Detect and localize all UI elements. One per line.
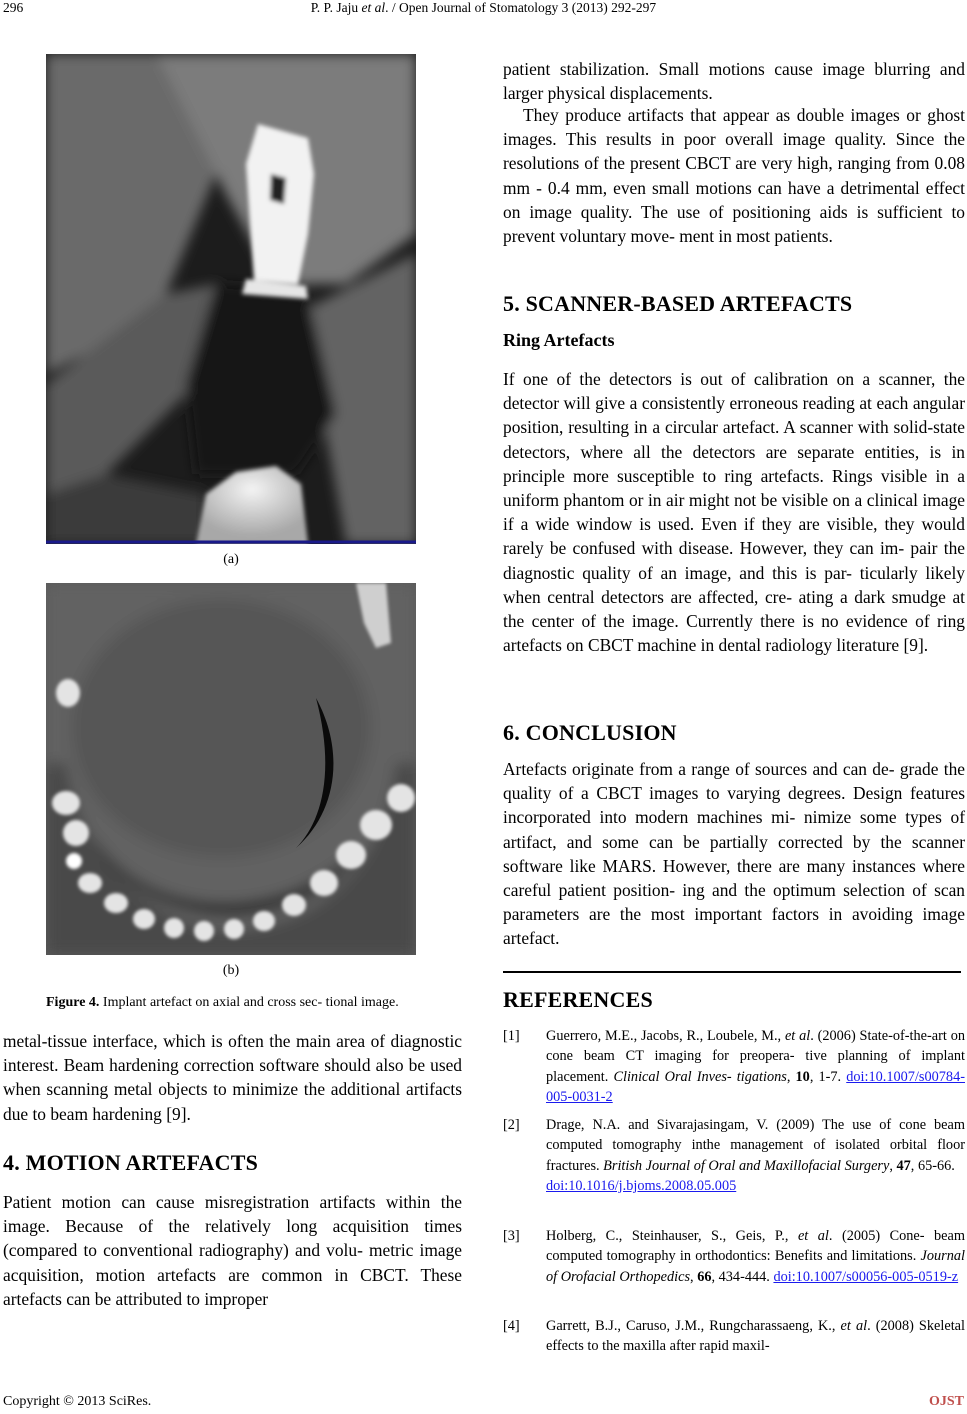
figure-4b-cbct-image bbox=[46, 583, 416, 955]
right-paragraph-3: If one of the detectors is out of calibration on a scanner, the detector will give a consistently erroneous reading at each angular position, resulting in a circular artefact. A scanner with solid-state detectors, where all the detectors are separate entities, is in principle more susceptible to ring artefacts. Rings visible in a uniform phantom or in air might not be visible on a clinical image if a wide window is used. Even if they are visible, they would rarely be confused with disease. However, they can im- pair the diagnostic quality of an image, and this is par- ticularly likely when central detectors are affected, cre- ating a dark smudge at the center of the image. Currently there is no evidence of ring artefacts on CBCT machine in dental radiology literature [9]. bbox=[503, 369, 965, 656]
reference-item: [3] Holberg, C., Steinhauser, S., Geis, P., et al. (2005) Cone- beam computed tomography in orthodontics: Benefits and limitations. Journal of Orofacial Orthopedics, 66, 434-444. doi:10.1007/s00056-005-0519-z bbox=[503, 1228, 965, 1285]
figure-4a-cbct-image bbox=[46, 54, 416, 544]
running-title: P. P. Jaju et al. / Open Journal of Stomatology 3 (2013) 292-297 bbox=[310, 0, 657, 15]
left-paragraph-1: metal-tissue interface, which is often the main area of diagnostic interest. Beam hardening correction software should also be used when scanning metal objects to minimize the additional artifacts due to beam hardening [9]. bbox=[3, 1031, 462, 1124]
figure-4a-svg bbox=[46, 54, 416, 544]
doi-link[interactable]: doi:10.1016/j.bjoms.2008.05.005 bbox=[546, 1177, 737, 1194]
figure-label-b: (b) bbox=[222, 963, 240, 978]
references-divider bbox=[503, 971, 961, 973]
section-6-heading: 6. CONCLUSION bbox=[503, 720, 677, 745]
right-paragraph-1: patient stabilization. Small motions cause image blurring and larger physical displacements. bbox=[503, 59, 965, 104]
footer-copyright: Copyright © 2013 SciRes. bbox=[3, 1394, 152, 1409]
section-4-heading: 4. MOTION ARTEFACTS bbox=[3, 1150, 259, 1175]
ring-artefacts-heading: Ring Artefacts bbox=[503, 330, 615, 350]
section-5-heading: 5. SCANNER-BASED ARTEFACTS bbox=[503, 291, 853, 316]
figure-4b-svg bbox=[46, 583, 416, 955]
right-paragraph-4: Artefacts originate from a range of sources and can de- grade the quality of a CBCT images to varying degrees. Design features incorporated into modern machines mi- nimize some types of artifact, and some can be partially corrected by the scanner software like MARS. However, there are many instances where careful patient position- ing and the optimum selection of scan parameters are the most important factors in avoiding image artefact. bbox=[503, 759, 965, 949]
reference-item: [4] Garrett, B.J., Caruso, J.M., Rungcharassaeng, K., et al. (2008) Skeletal effects to the maxilla after rapid maxil- bbox=[503, 1318, 965, 1355]
doi-link[interactable]: doi:10.1007/s00056-005-0519-z bbox=[773, 1268, 959, 1285]
page-number: 296 bbox=[3, 0, 24, 15]
references-heading: REFERENCES bbox=[503, 987, 653, 1012]
reference-item: [1] Guerrero, M.E., Jacobs, R., Loubele, M., et al. (2006) State-of-the-art on cone beam CT imaging for preopera- tive planning of implant placement. Clinical Oral Inves- tigations, 10, 1-7. doi:10.1007/s00784-005-0031-2 bbox=[503, 1028, 965, 1105]
footer-journal-abbr: OJST bbox=[928, 1394, 964, 1409]
figure-label-a: (a) bbox=[223, 552, 239, 567]
reference-item: [2] Drage, N.A. and Sivarajasingam, V. (2009) The use of cone beam computed tomography inthe management of isolated orbital floor fractures. British Journal of Oral and Maxillofacial Surgery, 47, 65-66. doi:10.1016/j.bjoms.2008.05.005 bbox=[503, 1117, 965, 1194]
figure-caption: Figure 4. Implant artefact on axial and cross sec- tional image. bbox=[46, 995, 399, 1010]
left-paragraph-2: Patient motion can cause misregistration artifacts within the image. Because of the relatively long acquisition times (compared to conventional radiography) and volu- metric image acquisition, motion artefacts are common in CBCT. These artefacts can be attributed to improper bbox=[3, 1192, 462, 1309]
doi-link[interactable]: doi:10.1007/s00784-005-0031-2 bbox=[546, 1068, 965, 1105]
right-paragraph-2: They produce artifacts that appear as double images or ghost images. This results in poor overall image quality. Since the resolutions of the present CBCT are very high, ranging from 0.08 mm - 0.4 mm, even small motions can have a detrimental effect on image quality. The use of positioning aids is sufficient to prevent voluntary move- ment in most patients. bbox=[503, 105, 965, 247]
